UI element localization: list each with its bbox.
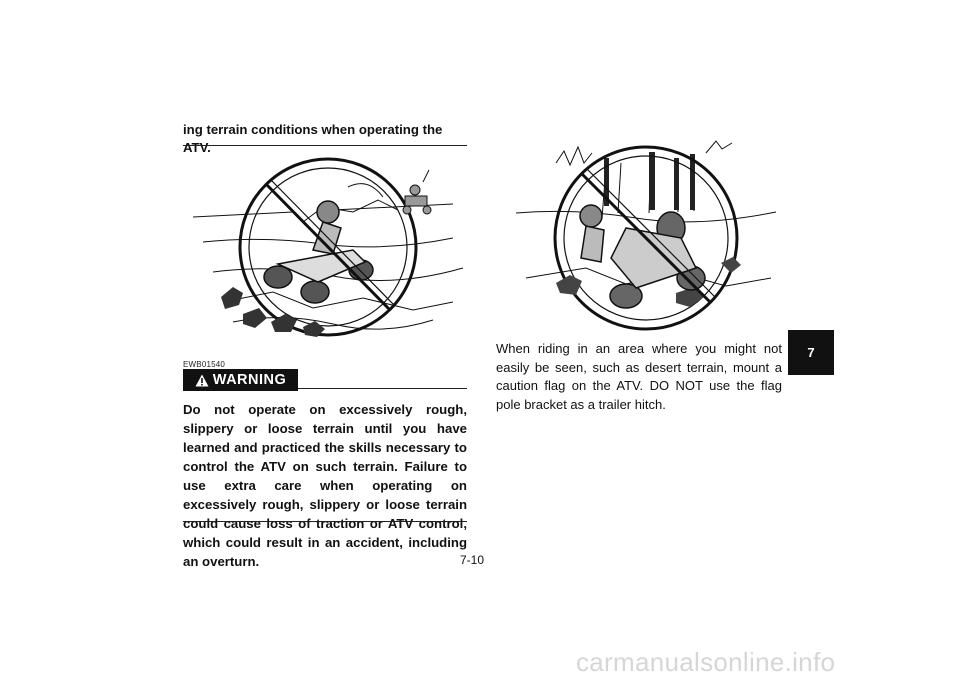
intro-rule — [183, 145, 467, 146]
page-number: 7-10 — [460, 553, 485, 567]
warning-body: Do not operate on excessively rough, slippery or loose terrain until you have learned and practiced the skills necessary to control the ATV on such terrain. Failure to use extra care when operating on excessively rough, slippery or loose terrain could cause loss of traction or ATV control, which could result in an accident, including an overturn. — [183, 402, 467, 569]
warning-triangle-icon — [195, 374, 209, 387]
chapter-tab: 7 — [788, 330, 834, 375]
watermark: carmanualsonline.info — [576, 647, 836, 677]
prohibited-rough-terrain-atv-illustration — [183, 152, 468, 342]
warning-top-rule — [298, 388, 467, 389]
intro-text: ing terrain conditions when operating the ATV. — [183, 122, 443, 155]
caution-flag-paragraph: When riding in an area where you might not easily be seen, such as desert terrain, mount a caution flag on the ATV. DO NOT use the flag pole bracket as a trailer hitch. — [496, 341, 782, 412]
warning-label: WARNING — [212, 372, 287, 388]
warning-badge — [183, 369, 298, 391]
warning-bottom-rule — [183, 521, 467, 522]
prohibited-atv-overturn-illustration — [506, 128, 781, 333]
warning-code: EWB01540 — [183, 360, 226, 369]
